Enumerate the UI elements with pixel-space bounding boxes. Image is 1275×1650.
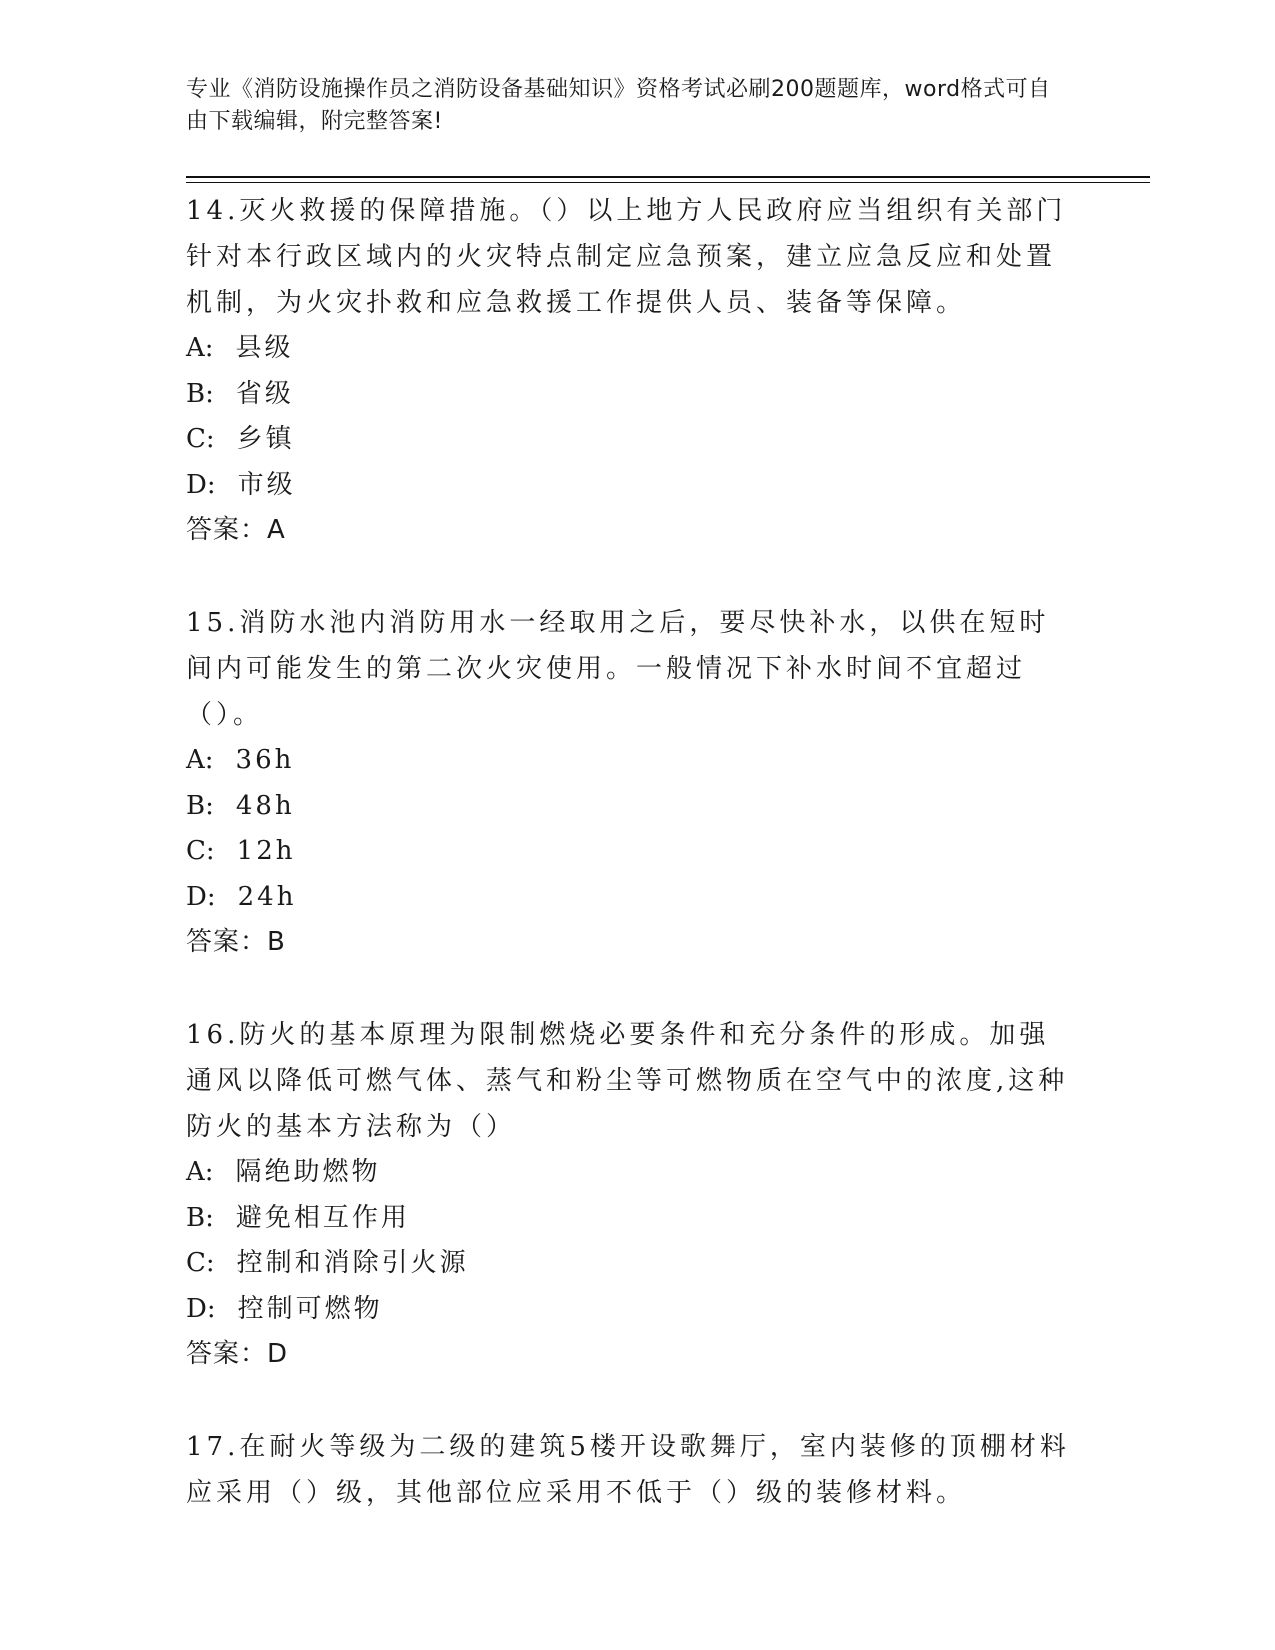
- option-d: [186, 1287, 1076, 1333]
- option-text: 36h: [235, 745, 295, 775]
- option-text: 县级: [235, 333, 294, 363]
- option-letter: A:: [186, 1157, 214, 1187]
- option-a: [186, 326, 1076, 372]
- question-text: 14.灭火救援的保障措施。（）以上地方人民政府应当组织有关部门针对本行政区域内的火灾特点制定应急预案，建立应急反应和处置机制，为火灾扑救和应急救援工作提供人员、装备等保障。: [186, 196, 1067, 318]
- question-text: 15.消防水池内消防用水一经取用之后，要尽快补水，以供在短时间内可能发生的第二次火灾使用。一般情况下补水时间不宜超过（）。: [186, 608, 1050, 730]
- answer-line: 答案：A: [186, 515, 286, 545]
- option-a: [186, 1150, 1076, 1196]
- question-text: 17.在耐火等级为二级的建筑5楼开设歌舞厅，室内装修的顶棚材料应采用（）级，其他部位应采用不低于（）级的装修材料。: [186, 1432, 1070, 1508]
- answer-line: 答案：B: [186, 927, 286, 957]
- option-text: 24h: [237, 881, 297, 912]
- header-rule-thin: [186, 182, 1150, 183]
- option-d: [186, 463, 1076, 509]
- option-letter: A:: [186, 745, 214, 775]
- option-letter: B:: [186, 1202, 214, 1233]
- option-text: 避免相互作用: [235, 1202, 410, 1233]
- option-text: 乡镇: [236, 424, 295, 454]
- option-text: 12h: [236, 836, 296, 866]
- option-letter: C:: [186, 836, 215, 866]
- document-header: 专业《消防设施操作员之消防设备基础知识》资格考试必刷200题题库，word格式可自由下载编辑，附完整答案!: [186, 77, 1051, 134]
- option-text: 市级: [237, 469, 296, 500]
- option-a: [186, 738, 1076, 784]
- option-d: [186, 875, 1076, 921]
- option-text: 省级: [235, 378, 294, 409]
- option-letter: D:: [186, 881, 216, 912]
- option-letter: A:: [186, 333, 214, 363]
- option-c: [186, 829, 1076, 875]
- question-15: [186, 600, 1076, 965]
- option-letter: D:: [186, 1293, 216, 1324]
- option-text: 48h: [235, 790, 295, 821]
- option-letter: C:: [186, 1248, 215, 1278]
- question-list: [186, 188, 1076, 1516]
- option-letter: B:: [186, 378, 214, 409]
- option-letter: D:: [186, 469, 216, 500]
- question-17: [186, 1424, 1076, 1516]
- option-text: 控制可燃物: [237, 1293, 383, 1324]
- option-b: [186, 784, 1076, 830]
- option-text: 隔绝助燃物: [235, 1157, 381, 1187]
- question-14: [186, 188, 1076, 553]
- option-letter: C:: [186, 424, 215, 454]
- option-letter: B:: [186, 790, 214, 821]
- option-b: [186, 372, 1076, 418]
- option-text: 控制和消除引火源: [236, 1248, 469, 1278]
- answer-line: 答案：D: [186, 1339, 289, 1369]
- option-b: [186, 1196, 1076, 1242]
- option-c: [186, 1241, 1076, 1287]
- question-16: [186, 1012, 1076, 1377]
- header-rule-thick: [186, 176, 1150, 178]
- question-text: 16.防火的基本原理为限制燃烧必要条件和充分条件的形成。加强通风以降低可燃气体、蒸气和粉尘等可燃物质在空气中的浓度,这种防火的基本方法称为（）: [186, 1020, 1069, 1142]
- option-c: [186, 417, 1076, 463]
